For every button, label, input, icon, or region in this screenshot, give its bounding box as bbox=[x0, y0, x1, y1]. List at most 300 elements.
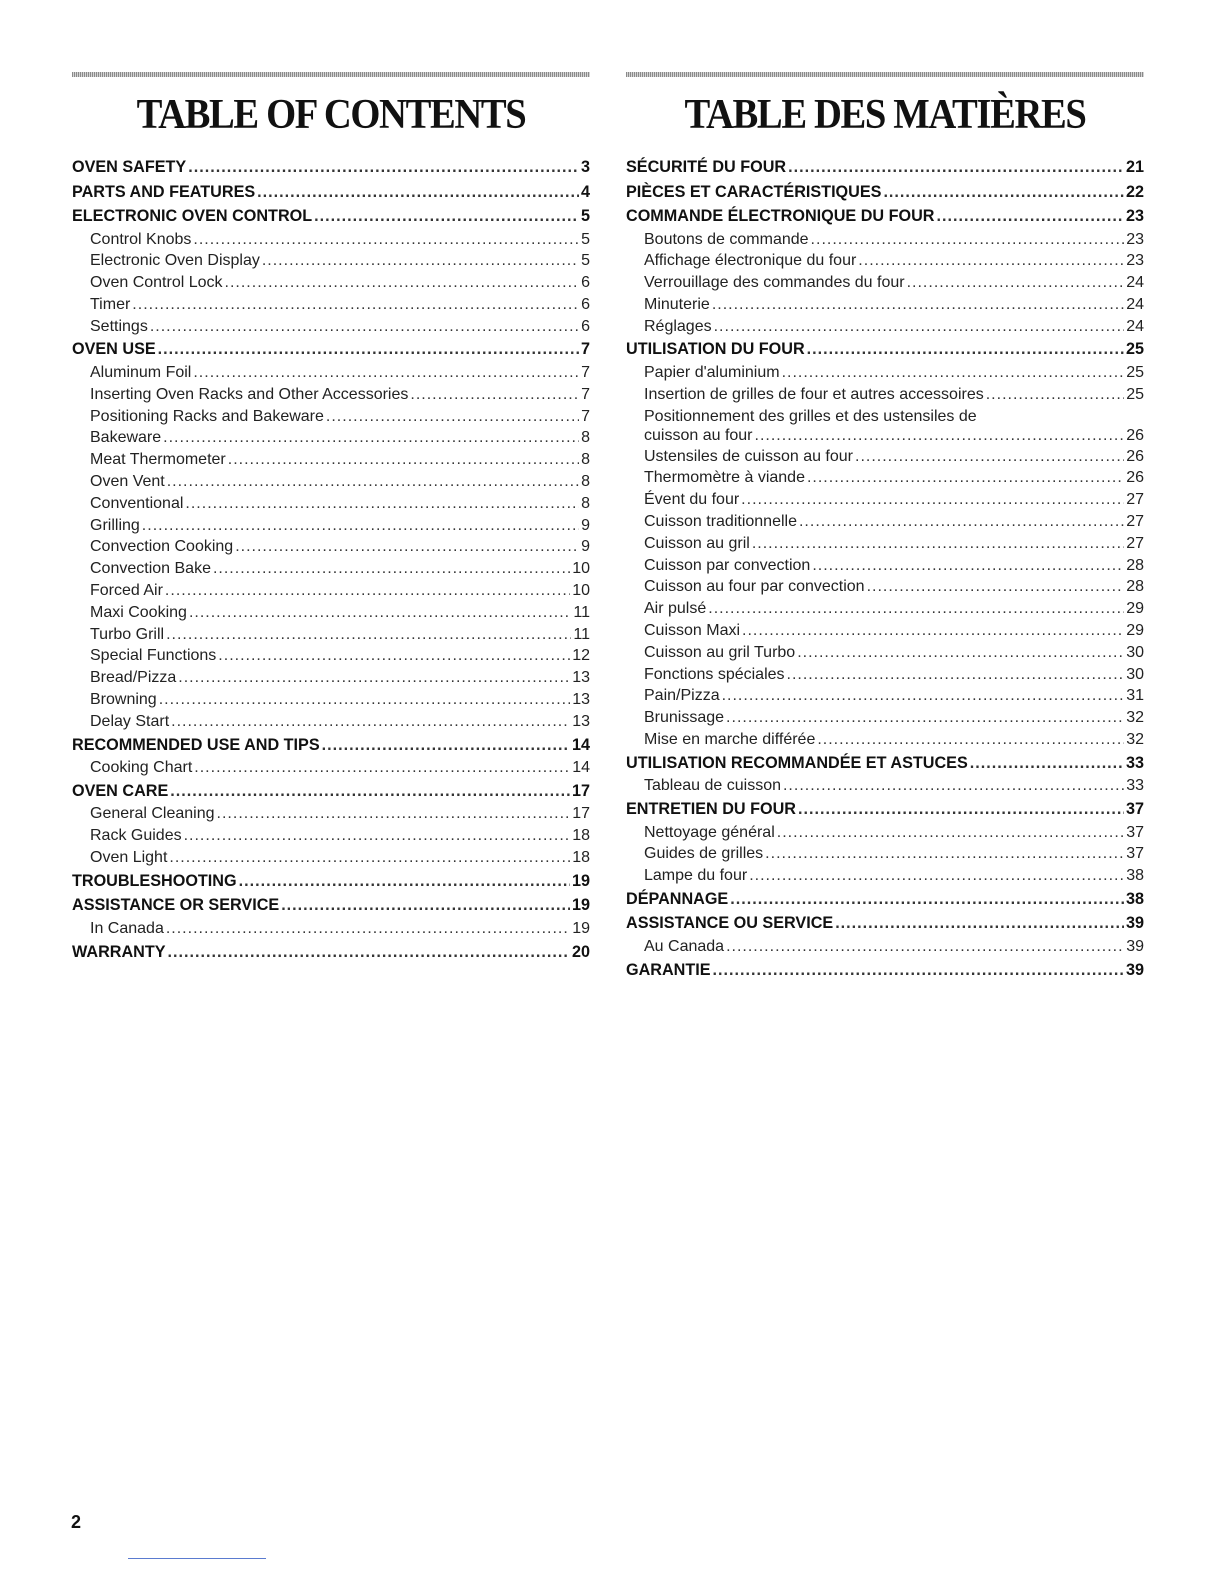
toc-entry-page: 26 bbox=[1126, 469, 1144, 487]
dot-leader bbox=[166, 918, 570, 940]
toc-french-column bbox=[626, 72, 1144, 982]
toc-subsection-entry bbox=[72, 757, 590, 779]
dot-leader bbox=[228, 449, 579, 471]
dot-leader bbox=[788, 155, 1124, 180]
toc-entry-label: OVEN USE bbox=[72, 340, 156, 359]
toc-entry-page: 4 bbox=[580, 182, 590, 201]
toc-entry-page: 3 bbox=[580, 158, 590, 176]
toc-entry-page: 8 bbox=[581, 451, 590, 469]
dot-leader bbox=[970, 751, 1124, 776]
toc-entry-label: TROUBLESHOOTING bbox=[72, 871, 237, 890]
dot-leader bbox=[194, 757, 570, 779]
dot-leader bbox=[741, 489, 1124, 511]
toc-entry-label: Positionnement des grilles et des ustensiles de bbox=[644, 407, 977, 425]
toc-subsection-entry bbox=[72, 580, 590, 602]
header-rule bbox=[626, 72, 1144, 77]
toc-entry-label: Oven Light bbox=[90, 848, 168, 866]
dot-leader bbox=[798, 797, 1124, 822]
toc-entry-label: ASSISTANCE OR SERVICE bbox=[72, 896, 280, 915]
toc-entry-label: Delay Start bbox=[90, 712, 170, 730]
dot-leader bbox=[262, 250, 579, 272]
toc-entry-page: 5 bbox=[580, 207, 590, 225]
dot-leader bbox=[167, 471, 579, 493]
toc-section-entry bbox=[626, 797, 1144, 822]
toc-entry-label: Convection Cooking bbox=[90, 538, 234, 556]
dot-leader bbox=[986, 384, 1124, 406]
toc-entry-page: 11 bbox=[573, 625, 590, 643]
toc-subsection-entry bbox=[72, 250, 590, 272]
toc-entry-label: Cooking Chart bbox=[90, 759, 193, 777]
dot-leader bbox=[168, 940, 570, 965]
toc-entry-page: 20 bbox=[571, 942, 590, 961]
toc-entry-label: Verrouillage des commandes du four bbox=[644, 274, 905, 292]
toc-entry-label: Minuterie bbox=[644, 295, 710, 313]
dot-leader bbox=[787, 664, 1125, 686]
dot-leader bbox=[170, 779, 570, 804]
toc-subsection-entry bbox=[626, 936, 1144, 958]
dot-leader bbox=[752, 533, 1124, 555]
dot-leader bbox=[726, 936, 1124, 958]
toc-subsection-entry bbox=[72, 294, 590, 316]
toc-entry-label: cuisson au four bbox=[644, 426, 753, 444]
toc-section-entry bbox=[72, 204, 590, 229]
dot-leader bbox=[218, 645, 570, 667]
toc-subsection-entry bbox=[72, 427, 590, 449]
toc-entry-page: 10 bbox=[572, 581, 590, 599]
toc-entry-label: Forced Air bbox=[90, 581, 163, 599]
toc-entry-page: 23 bbox=[1126, 230, 1144, 248]
dot-leader bbox=[712, 294, 1124, 316]
toc-entry-label: Rack Guides bbox=[90, 827, 182, 845]
toc-subsection-entry bbox=[72, 493, 590, 515]
dot-leader bbox=[281, 893, 570, 918]
dot-leader bbox=[158, 337, 579, 362]
dot-leader bbox=[171, 711, 570, 733]
toc-entry-page: 33 bbox=[1126, 777, 1144, 795]
toc-section-entry bbox=[72, 940, 590, 965]
toc-entry-label: SÉCURITÉ DU FOUR bbox=[626, 158, 787, 176]
toc-entry-page: 7 bbox=[581, 363, 590, 381]
toc-entry-label: Insertion de grilles de four et autres accessoires bbox=[644, 385, 984, 403]
toc-entry-label: Affichage électronique du four bbox=[644, 252, 857, 270]
toc-entry-page: 38 bbox=[1125, 889, 1144, 908]
toc-entry-label: Air pulsé bbox=[644, 600, 707, 618]
toc-subsection-entry bbox=[626, 843, 1144, 865]
dot-leader bbox=[169, 847, 570, 869]
toc-subsection-entry bbox=[626, 408, 1144, 426]
toc-subsection-entry bbox=[72, 847, 590, 869]
toc-entry-page: 26 bbox=[1126, 447, 1144, 465]
dot-leader bbox=[713, 958, 1124, 983]
dot-leader bbox=[817, 729, 1124, 751]
toc-entry-page: 6 bbox=[581, 317, 590, 335]
toc-subsection-entry bbox=[626, 729, 1144, 751]
toc-entry-label: Control Knobs bbox=[90, 230, 192, 248]
toc-subsection-entry bbox=[626, 598, 1144, 620]
toc-entry-page: 21 bbox=[1125, 158, 1144, 176]
dot-leader bbox=[163, 427, 579, 449]
toc-entry-label: Cuisson par convection bbox=[644, 556, 811, 574]
toc-entry-page: 7 bbox=[581, 385, 590, 403]
toc-entry-page: 6 bbox=[581, 274, 590, 292]
toc-subsection-entry bbox=[72, 272, 590, 294]
toc-entry-page: 25 bbox=[1125, 340, 1144, 359]
dot-leader bbox=[410, 384, 579, 406]
toc-subsection-entry bbox=[626, 865, 1144, 887]
toc-entry-label: DÉPANNAGE bbox=[626, 889, 729, 908]
toc-subsection-entry bbox=[72, 803, 590, 825]
dot-leader bbox=[765, 843, 1124, 865]
toc-entry-page: 25 bbox=[1126, 385, 1144, 403]
toc-section-entry bbox=[626, 751, 1144, 776]
toc-entry-page: 17 bbox=[571, 781, 590, 800]
toc-subsection-entry bbox=[72, 384, 590, 406]
page-title-english: TABLE OF CONTENTS bbox=[136, 92, 526, 138]
dot-leader bbox=[936, 204, 1124, 229]
dot-leader bbox=[835, 911, 1124, 936]
toc-subsection-entry bbox=[72, 515, 590, 537]
toc-entry-label: UTILISATION RECOMMANDÉE ET ASTUCES bbox=[626, 753, 968, 772]
dot-leader bbox=[722, 685, 1125, 707]
toc-section-entry bbox=[72, 779, 590, 804]
toc-entry-page: 7 bbox=[581, 407, 590, 425]
dot-leader bbox=[883, 180, 1124, 205]
toc-entry-label: PIÈCES ET CARACTÉRISTIQUES bbox=[626, 182, 882, 201]
toc-entry-label: Brunissage bbox=[644, 709, 725, 727]
dot-leader bbox=[159, 689, 571, 711]
dot-leader bbox=[855, 446, 1124, 468]
dot-leader bbox=[166, 624, 571, 646]
toc-entry-label: Nettoyage général bbox=[644, 823, 775, 841]
dot-leader bbox=[239, 869, 570, 894]
toc-section-entry bbox=[72, 180, 590, 205]
toc-subsection-entry bbox=[626, 229, 1144, 251]
dot-leader bbox=[235, 536, 579, 558]
toc-entry-label: Réglages bbox=[644, 317, 712, 335]
dot-leader bbox=[193, 362, 579, 384]
dot-leader bbox=[777, 822, 1124, 844]
toc-entry-label: Oven Control Lock bbox=[90, 274, 223, 292]
toc-entry-page: 14 bbox=[572, 759, 590, 777]
toc-entry-label: OVEN SAFETY bbox=[72, 158, 187, 176]
toc-entry-label: Meat Thermometer bbox=[90, 451, 226, 469]
toc-entry-page: 24 bbox=[1126, 317, 1144, 335]
toc-section-entry bbox=[626, 911, 1144, 936]
dot-leader bbox=[807, 467, 1124, 489]
toc-subsection-entry bbox=[72, 667, 590, 689]
dot-leader bbox=[708, 598, 1124, 620]
toc-entry-page: 39 bbox=[1125, 914, 1144, 933]
toc-entry-page: 7 bbox=[580, 340, 590, 359]
toc-section-entry bbox=[626, 204, 1144, 229]
toc-entry-page: 26 bbox=[1126, 426, 1144, 444]
toc-entry-page: 19 bbox=[572, 919, 590, 937]
toc-subsection-entry bbox=[626, 555, 1144, 577]
toc-entry-label: Aluminum Foil bbox=[90, 363, 192, 381]
toc-subsection-entry bbox=[626, 316, 1144, 338]
toc-entry-page: 29 bbox=[1126, 621, 1144, 639]
toc-entry-label: ELECTRONIC OVEN CONTROL bbox=[72, 207, 313, 225]
toc-subsection-entry bbox=[626, 446, 1144, 468]
toc-entry-page: 17 bbox=[572, 805, 590, 823]
toc-entry-label: Fonctions spéciales bbox=[644, 665, 785, 683]
dot-leader bbox=[783, 775, 1124, 797]
toc-entry-page: 12 bbox=[572, 647, 590, 665]
toc-entry-page: 6 bbox=[581, 295, 590, 313]
dot-leader bbox=[858, 250, 1124, 272]
header-rule bbox=[72, 72, 590, 77]
toc-entry-page: 13 bbox=[572, 690, 590, 708]
toc-section-entry bbox=[72, 869, 590, 894]
toc-entry-label: Évent du four bbox=[644, 491, 740, 509]
toc-section-entry bbox=[626, 958, 1144, 983]
toc-entry-page: 8 bbox=[581, 494, 590, 512]
toc-subsection-entry bbox=[626, 620, 1144, 642]
toc-entry-label: ENTRETIEN DU FOUR bbox=[626, 800, 796, 819]
toc-entry-page: 11 bbox=[573, 603, 590, 621]
toc-entry-page: 37 bbox=[1126, 823, 1144, 841]
toc-subsection-entry bbox=[72, 229, 590, 251]
toc-subsection-entry bbox=[72, 558, 590, 580]
toc-entry-page: 39 bbox=[1126, 937, 1144, 955]
toc-subsection-entry bbox=[626, 642, 1144, 664]
toc-subsection-entry bbox=[72, 645, 590, 667]
toc-subsection-entry bbox=[626, 467, 1144, 489]
toc-entry-page: 5 bbox=[581, 230, 590, 248]
toc-entry-page: 24 bbox=[1126, 274, 1144, 292]
toc-list-french bbox=[626, 155, 1144, 982]
toc-subsection-entry bbox=[626, 664, 1144, 686]
dot-leader bbox=[132, 294, 579, 316]
toc-subsection-entry bbox=[72, 406, 590, 428]
toc-entry-page: 32 bbox=[1126, 709, 1144, 727]
dot-leader bbox=[322, 733, 570, 758]
toc-entry-page: 28 bbox=[1126, 578, 1144, 596]
toc-entry-label: Browning bbox=[90, 690, 157, 708]
dot-leader bbox=[189, 602, 571, 624]
dot-leader bbox=[799, 511, 1124, 533]
toc-entry-label: Oven Vent bbox=[90, 472, 165, 490]
toc-entry-page: 19 bbox=[571, 896, 590, 915]
toc-entry-label: COMMANDE ÉLECTRONIQUE DU FOUR bbox=[626, 207, 935, 225]
toc-subsection-entry bbox=[72, 711, 590, 733]
toc-subsection-entry bbox=[72, 918, 590, 940]
toc-subsection-entry bbox=[626, 362, 1144, 384]
dot-leader bbox=[907, 272, 1125, 294]
toc-entry-page: 33 bbox=[1125, 753, 1144, 772]
toc-entry-label: Conventional bbox=[90, 494, 184, 512]
toc-subsection-entry bbox=[626, 250, 1144, 272]
toc-entry-label: Special Functions bbox=[90, 647, 217, 665]
toc-entry-label: Ustensiles de cuisson au four bbox=[644, 447, 853, 465]
toc-entry-page: 9 bbox=[581, 538, 590, 556]
toc-entry-label: Positioning Racks and Bakeware bbox=[90, 407, 324, 425]
toc-entry-label: Lampe du four bbox=[644, 867, 748, 885]
toc-entry-label: Bakeware bbox=[90, 429, 162, 447]
toc-subsection-entry bbox=[626, 272, 1144, 294]
toc-section-entry bbox=[626, 180, 1144, 205]
dot-leader bbox=[193, 229, 579, 251]
dot-leader bbox=[755, 426, 1125, 446]
dot-leader bbox=[184, 825, 571, 847]
toc-entry-label: Maxi Cooking bbox=[90, 603, 187, 621]
toc-subsection-entry bbox=[72, 602, 590, 624]
toc-entry-page: 10 bbox=[572, 560, 590, 578]
toc-entry-page: 8 bbox=[581, 429, 590, 447]
toc-subsection-entry bbox=[626, 775, 1144, 797]
toc-entry-label: PARTS AND FEATURES bbox=[72, 182, 256, 201]
toc-entry-page: 18 bbox=[572, 848, 590, 866]
toc-entry-label: Timer bbox=[90, 295, 131, 313]
toc-subsection-entry bbox=[626, 384, 1144, 406]
toc-entry-page: 25 bbox=[1126, 363, 1144, 381]
toc-entry-label: Cuisson Maxi bbox=[644, 621, 741, 639]
footer-rule bbox=[128, 1558, 266, 1559]
toc-entry-page: 24 bbox=[1126, 295, 1144, 313]
toc-entry-label: Au Canada bbox=[644, 937, 725, 955]
dot-leader bbox=[213, 558, 570, 580]
dot-leader bbox=[749, 865, 1124, 887]
dot-leader bbox=[142, 515, 579, 537]
toc-entry-page: 27 bbox=[1126, 491, 1144, 509]
toc-subsection-entry bbox=[626, 511, 1144, 533]
toc-section-entry bbox=[626, 337, 1144, 362]
toc-entry-page: 30 bbox=[1126, 643, 1144, 661]
toc-entry-label: ASSISTANCE OU SERVICE bbox=[626, 914, 834, 933]
toc-subsection-entry bbox=[72, 316, 590, 338]
toc-entry-label: Papier d'aluminium bbox=[644, 363, 780, 381]
toc-entry-label: General Cleaning bbox=[90, 805, 215, 823]
toc-subsection-entry bbox=[626, 822, 1144, 844]
dot-leader bbox=[314, 204, 579, 229]
dot-leader bbox=[326, 406, 579, 428]
toc-entry-page: 18 bbox=[572, 827, 590, 845]
toc-entry-page: 13 bbox=[572, 712, 590, 730]
toc-subsection-entry bbox=[626, 685, 1144, 707]
toc-entry-label: Electronic Oven Display bbox=[90, 252, 260, 270]
toc-entry-page: 37 bbox=[1125, 800, 1144, 819]
toc-subsection-entry bbox=[72, 362, 590, 384]
dot-leader bbox=[726, 707, 1124, 729]
toc-subsection-entry bbox=[72, 449, 590, 471]
toc-list-english bbox=[72, 155, 590, 964]
page-number: 2 bbox=[71, 1512, 82, 1532]
toc-entry-page: 29 bbox=[1126, 600, 1144, 618]
toc-section-entry bbox=[72, 155, 590, 180]
toc-entry-page: 19 bbox=[571, 871, 590, 890]
toc-entry-label: UTILISATION DU FOUR bbox=[626, 340, 805, 359]
toc-entry-label: In Canada bbox=[90, 919, 164, 937]
toc-entry-page: 30 bbox=[1126, 665, 1144, 683]
toc-section-entry bbox=[626, 155, 1144, 180]
toc-section-entry bbox=[72, 893, 590, 918]
toc-subsection-entry bbox=[72, 471, 590, 493]
dot-leader bbox=[811, 229, 1125, 251]
dot-leader bbox=[730, 887, 1124, 912]
toc-entry-label: Cuisson au four par convection bbox=[644, 578, 865, 596]
dot-leader bbox=[812, 555, 1124, 577]
toc-entry-label: Pain/Pizza bbox=[644, 687, 720, 705]
toc-subsection-entry bbox=[626, 576, 1144, 598]
toc-entry-label: WARRANTY bbox=[72, 942, 166, 961]
toc-subsection-entry bbox=[72, 536, 590, 558]
dot-leader bbox=[225, 272, 580, 294]
dot-leader bbox=[150, 316, 579, 338]
toc-subsection-entry bbox=[626, 294, 1144, 316]
toc-entry-label: Convection Bake bbox=[90, 560, 211, 578]
toc-entry-label: Mise en marche différée bbox=[644, 730, 816, 748]
dot-leader bbox=[257, 180, 579, 205]
toc-entry-label: Bread/Pizza bbox=[90, 669, 177, 687]
dot-leader bbox=[188, 155, 579, 180]
toc-entry-page: 27 bbox=[1126, 534, 1144, 552]
toc-entry-label: Tableau de cuisson bbox=[644, 777, 781, 795]
toc-entry-page: 22 bbox=[1125, 182, 1144, 201]
toc-entry-page: 5 bbox=[581, 252, 590, 270]
dot-leader bbox=[714, 316, 1125, 338]
toc-subsection-entry bbox=[626, 489, 1144, 511]
toc-entry-page: 9 bbox=[581, 516, 590, 534]
toc-entry-page: 23 bbox=[1125, 207, 1144, 225]
toc-section-entry bbox=[72, 733, 590, 758]
dot-leader bbox=[742, 620, 1124, 642]
toc-subsection-entry bbox=[72, 689, 590, 711]
toc-subsection-entry bbox=[72, 624, 590, 646]
toc-entry-label: Thermomètre à viande bbox=[644, 469, 805, 487]
toc-entry-page: 8 bbox=[581, 472, 590, 490]
toc-subsection-entry bbox=[626, 707, 1144, 729]
toc-entry-page: 14 bbox=[571, 735, 590, 754]
toc-entry-label: GARANTIE bbox=[626, 960, 711, 979]
toc-entry-page: 13 bbox=[572, 669, 590, 687]
dot-leader bbox=[185, 493, 579, 515]
toc-entry-label: Settings bbox=[90, 317, 148, 335]
toc-subsection-entry bbox=[626, 533, 1144, 555]
toc-entry-page: 37 bbox=[1126, 845, 1144, 863]
toc-entry-label: Cuisson au gril bbox=[644, 534, 750, 552]
dot-leader bbox=[797, 642, 1124, 664]
dot-leader bbox=[217, 803, 571, 825]
page-title-french: TABLE DES MATIÈRES bbox=[684, 92, 1086, 138]
toc-entry-label: Inserting Oven Racks and Other Accessories bbox=[90, 385, 409, 403]
toc-subsection-entry bbox=[72, 825, 590, 847]
toc-subsection-entry bbox=[626, 426, 1144, 446]
toc-entry-label: Grilling bbox=[90, 516, 140, 534]
dot-leader bbox=[807, 337, 1124, 362]
toc-entry-label: RECOMMENDED USE AND TIPS bbox=[72, 735, 320, 754]
dot-leader bbox=[782, 362, 1125, 384]
toc-entry-page: 32 bbox=[1126, 730, 1144, 748]
toc-section-entry bbox=[72, 337, 590, 362]
dot-leader bbox=[165, 580, 570, 602]
toc-entry-label: Boutons de commande bbox=[644, 230, 809, 248]
toc-entry-label: Turbo Grill bbox=[90, 625, 165, 643]
toc-entry-page: 27 bbox=[1126, 512, 1144, 530]
toc-entry-page: 28 bbox=[1126, 556, 1144, 574]
toc-section-entry bbox=[626, 887, 1144, 912]
dot-leader bbox=[178, 667, 570, 689]
toc-entry-label: Cuisson au gril Turbo bbox=[644, 643, 796, 661]
toc-entry-page: 39 bbox=[1125, 960, 1144, 979]
toc-entry-label: Cuisson traditionnelle bbox=[644, 512, 797, 530]
dot-leader bbox=[867, 576, 1125, 598]
toc-english-column bbox=[72, 72, 590, 964]
toc-entry-page: 38 bbox=[1126, 867, 1144, 885]
toc-entry-label: Guides de grilles bbox=[644, 845, 764, 863]
toc-entry-label: OVEN CARE bbox=[72, 781, 169, 800]
toc-entry-page: 23 bbox=[1126, 252, 1144, 270]
toc-entry-page: 31 bbox=[1126, 687, 1144, 705]
